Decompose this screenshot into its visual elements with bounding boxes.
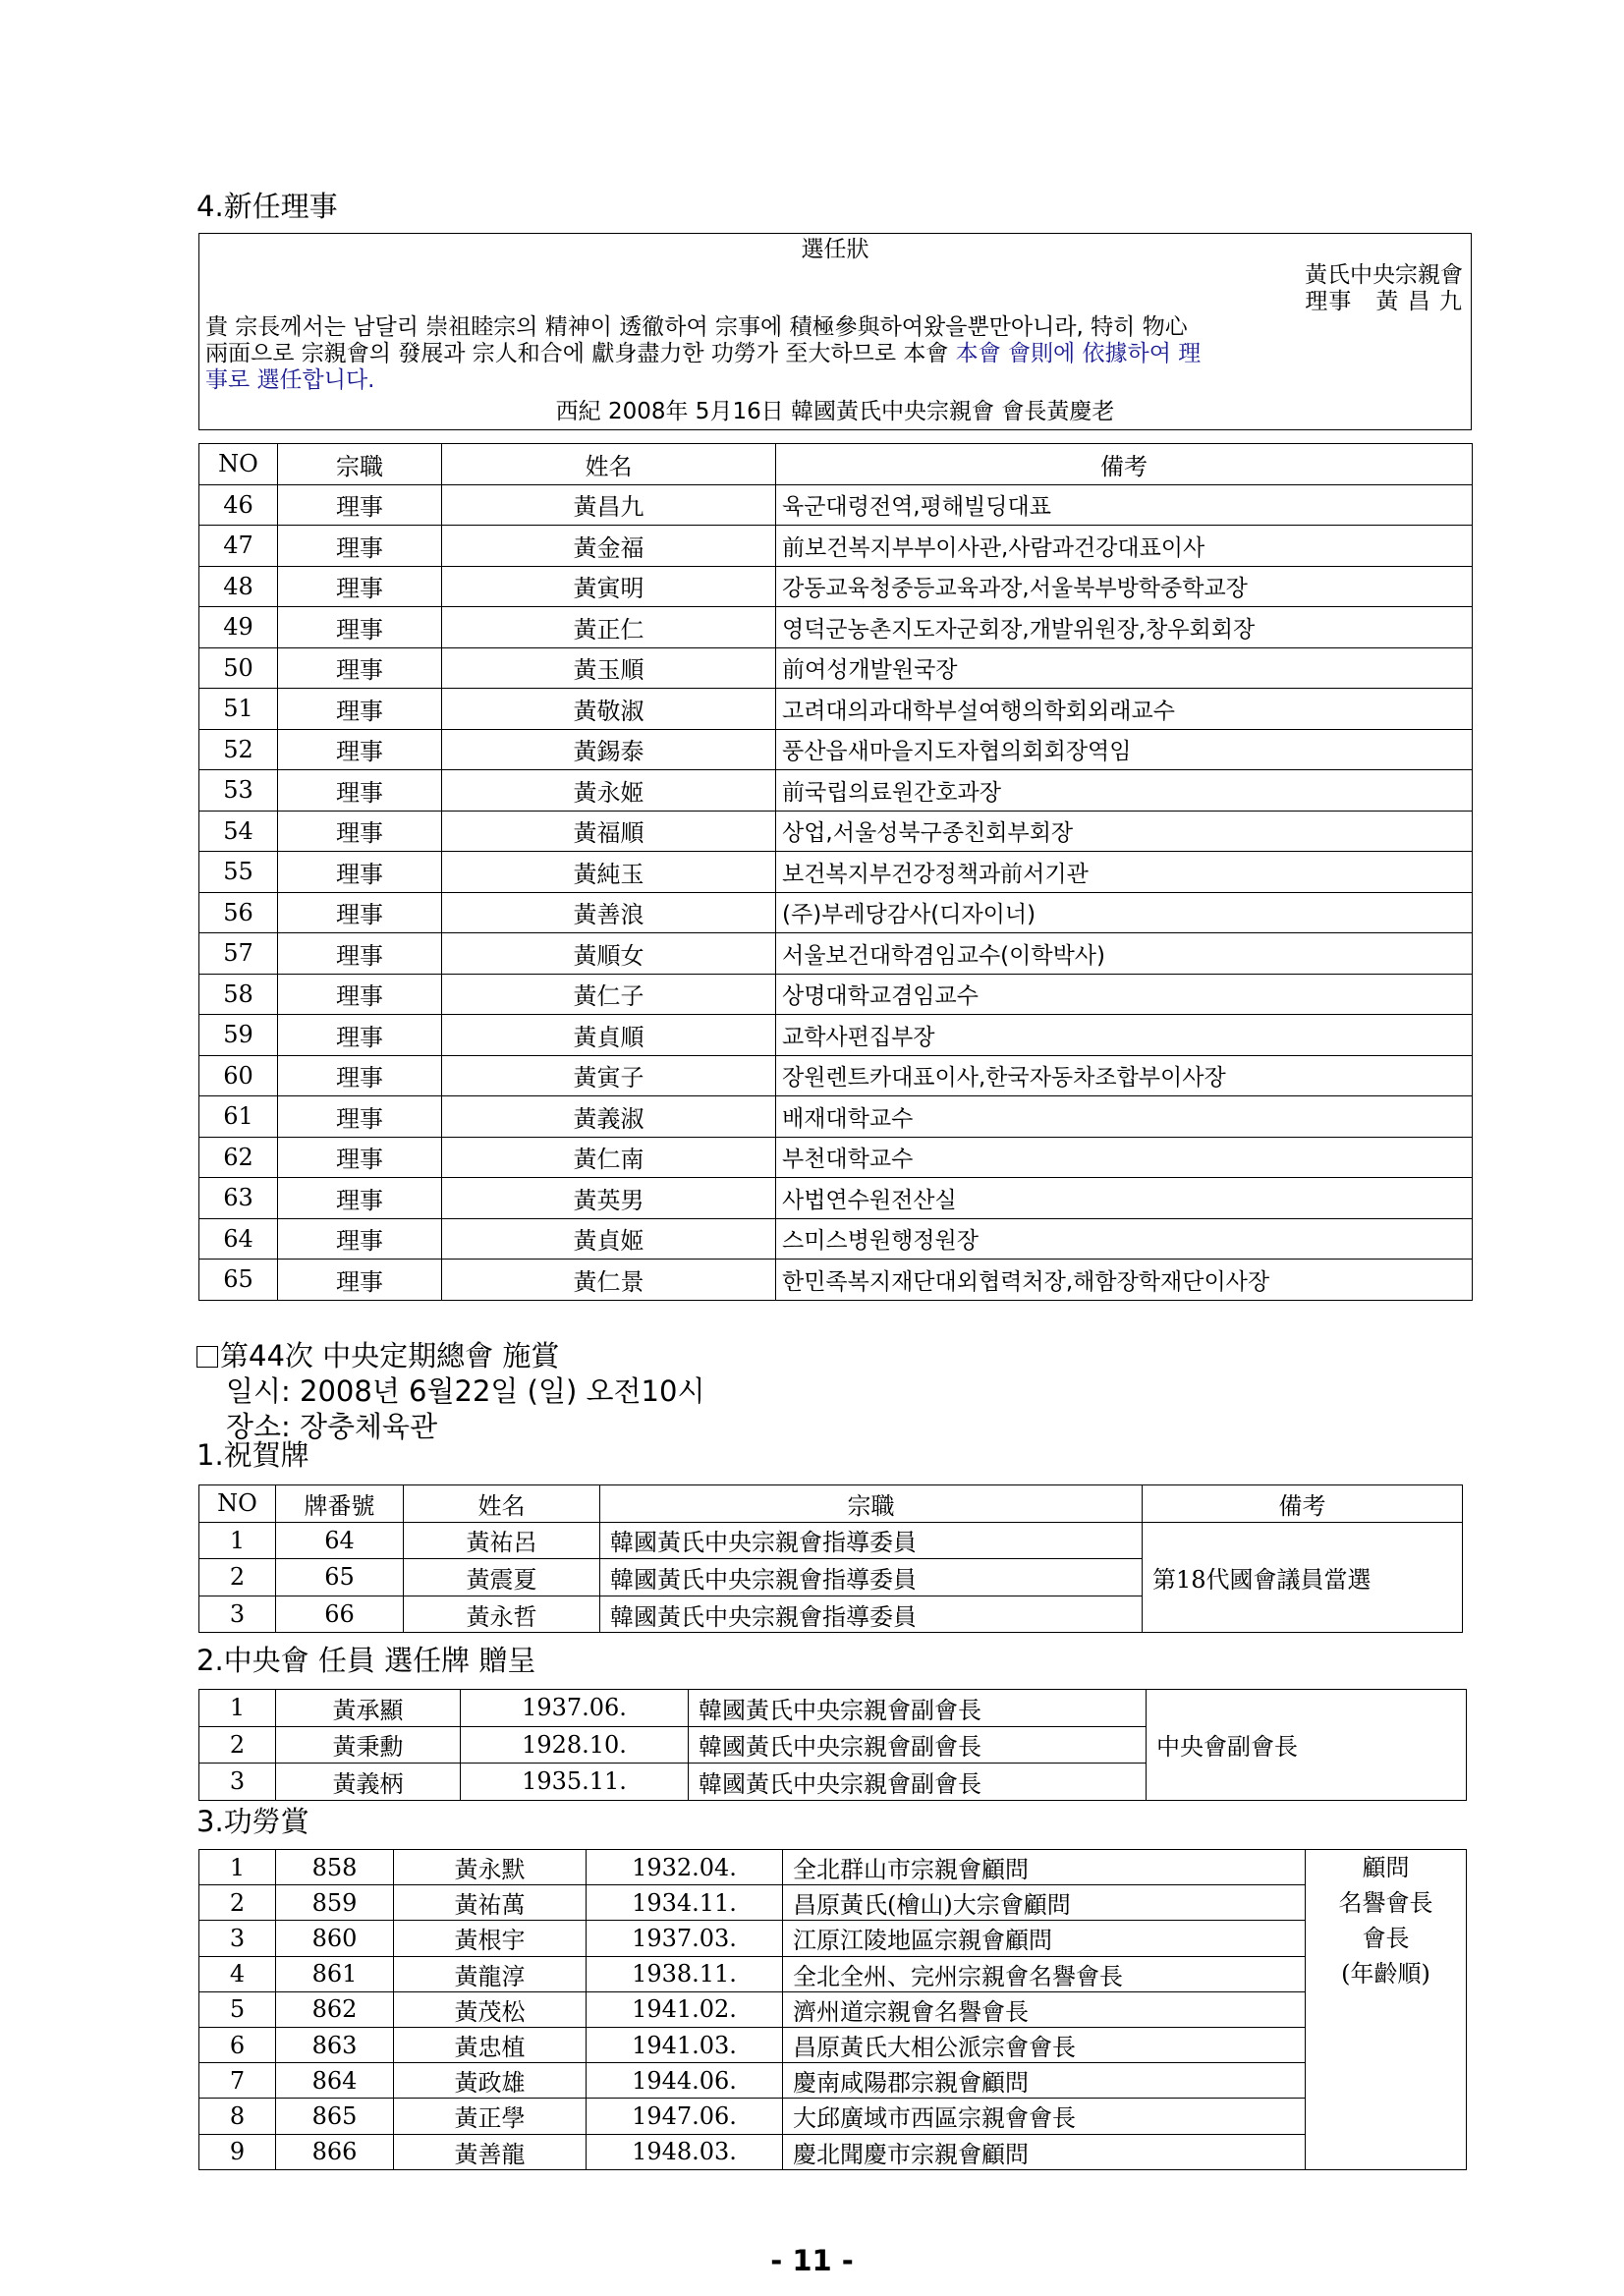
- column-header-post: 宗職: [278, 444, 442, 485]
- cell-plaque-number: 66: [276, 1596, 404, 1633]
- cell-no: 56: [199, 892, 278, 933]
- cell-post: 大邱廣域市西區宗親會會長: [783, 2099, 1306, 2134]
- cell-name: 黃根宇: [394, 1921, 587, 1956]
- cell-number: 862: [276, 1991, 394, 2027]
- cell-name: 黃敬淑: [442, 689, 776, 730]
- general-meeting-section: [196, 1338, 704, 1444]
- table-row: [199, 1218, 1473, 1260]
- cell-note: 영덕군농촌지도자군회장,개발위원장,창우회회장: [776, 607, 1473, 648]
- cell-post: 理事: [278, 1178, 442, 1219]
- certificate-body-line-1: 貴 宗長께서는 남달리 崇祖睦宗의 精神이 透徹하여 宗事에 積極參與하여왔을뿐만아니라, 特히 物心: [205, 314, 1188, 340]
- cell-no: 2: [199, 1559, 276, 1596]
- note-line: 會長: [1362, 1925, 1410, 1952]
- cell-note: [1306, 1850, 1467, 2170]
- merit-awards-table: [198, 1849, 1467, 2170]
- cell-post: 理事: [278, 1096, 442, 1138]
- cell-post: 理事: [278, 647, 442, 689]
- cell-post: 理事: [278, 1015, 442, 1056]
- checkbox-square-icon: [196, 1346, 218, 1368]
- certificate-date-line: 西紀 2008年 5月16日 韓國黃氏中央宗親會 會長黃慶老: [555, 399, 1115, 424]
- cell-post: 韓國黃氏中央宗親會副會長: [689, 1764, 1147, 1801]
- cell-post: 理事: [278, 1218, 442, 1260]
- table-row: [199, 1096, 1473, 1138]
- table-row: [199, 2027, 1467, 2062]
- section-heading-plaques: 1.祝賀牌: [196, 1438, 309, 1472]
- cell-name: 黃金福: [442, 526, 776, 567]
- cell-no: 64: [199, 1218, 278, 1260]
- cell-note: 장원렌트카대표이사,한국자동차조합부이사장: [776, 1055, 1473, 1096]
- cell-note: 서울보건대학겸임교수(이학박사): [776, 933, 1473, 975]
- cell-post: 理事: [278, 566, 442, 607]
- cell-name: 黃忠植: [394, 2027, 587, 2062]
- cell-post: 理事: [278, 933, 442, 975]
- cell-no: 7: [199, 2063, 276, 2099]
- table-row: [199, 1956, 1467, 1991]
- note-line: 顧問: [1362, 1854, 1410, 1881]
- cell-post: 全北全州、完州宗親會名譽會長: [783, 1956, 1306, 1991]
- cell-no: 51: [199, 689, 278, 730]
- cell-no: 61: [199, 1096, 278, 1138]
- cell-name: 黃善浪: [442, 892, 776, 933]
- cell-no: 47: [199, 526, 278, 567]
- cell-born: 1937.03.: [587, 1921, 783, 1956]
- certificate-person: 理事 黃 昌 九: [1305, 289, 1463, 314]
- note-line: 名譽會長: [1338, 1889, 1433, 1917]
- cell-no: 59: [199, 1015, 278, 1056]
- cell-number: 865: [276, 2099, 394, 2134]
- cell-post: 理事: [278, 974, 442, 1015]
- cell-note: 배재대학교수: [776, 1096, 1473, 1138]
- cell-post: 全北群山市宗親會顧問: [783, 1850, 1306, 1885]
- column-header-no: NO: [199, 1485, 276, 1523]
- table-row: [199, 2099, 1467, 2134]
- cell-name: 黃順女: [442, 933, 776, 975]
- cell-born: 1932.04.: [587, 1850, 783, 1885]
- certificate-title: 選任狀: [801, 237, 869, 262]
- cell-note: (주)부레당감사(디자이너): [776, 892, 1473, 933]
- cell-name: 黃貞姬: [442, 1218, 776, 1260]
- table-row: [199, 811, 1473, 852]
- cell-no: 4: [199, 1956, 276, 1991]
- table-header-row: [199, 1485, 1463, 1523]
- table-row: [199, 1178, 1473, 1219]
- cell-post: 昌原黃氏(檜山)大宗會顧問: [783, 1885, 1306, 1921]
- cell-note: 풍산읍새마을지도자협의회회장역임: [776, 729, 1473, 770]
- table-row: [199, 974, 1473, 1015]
- column-header-note: 備考: [1143, 1485, 1463, 1523]
- table-row: [199, 2063, 1467, 2099]
- cell-born: 1948.03.: [587, 2134, 783, 2169]
- cell-note: 상명대학교겸임교수: [776, 974, 1473, 1015]
- cell-born: 1935.11.: [461, 1764, 689, 1801]
- cell-note: 中央會副會長: [1147, 1690, 1467, 1801]
- cell-post: 韓國黃氏中央宗親會指導委員: [600, 1559, 1143, 1596]
- cell-name: 黃貞順: [442, 1015, 776, 1056]
- cell-note: 부천대학교수: [776, 1137, 1473, 1178]
- cell-post: 理事: [278, 1260, 442, 1301]
- cell-no: 9: [199, 2134, 276, 2169]
- column-header-name: 姓名: [404, 1485, 600, 1523]
- certificate-body-line-2: [205, 341, 1463, 367]
- cell-note: 한민족복지재단대외협력처장,해함장학재단이사장: [776, 1260, 1473, 1301]
- cell-note: 고려대의과대학부설여행의학회외래교수: [776, 689, 1473, 730]
- cell-post: 理事: [278, 811, 442, 852]
- table-row: [199, 770, 1473, 812]
- cell-no: 62: [199, 1137, 278, 1178]
- table-row: [199, 1522, 1463, 1559]
- cell-post: 理事: [278, 1137, 442, 1178]
- table-row: [199, 1015, 1473, 1056]
- table-row: [199, 2134, 1467, 2169]
- table-row: [199, 892, 1473, 933]
- cell-name: 黃義淑: [442, 1096, 776, 1138]
- cell-name: 黃昌九: [442, 484, 776, 526]
- cell-name: 黃福順: [442, 811, 776, 852]
- cell-name: 黃仁子: [442, 974, 776, 1015]
- general-meeting-place: 장소: 장충체육관: [226, 1410, 438, 1443]
- cell-no: 2: [199, 1885, 276, 1921]
- cell-name: 黃寅明: [442, 566, 776, 607]
- cell-no: 2: [199, 1726, 276, 1764]
- cell-name: 黃秉勳: [276, 1726, 461, 1764]
- column-header-name: 姓名: [442, 444, 776, 485]
- table-row: [199, 1260, 1473, 1301]
- general-meeting-datetime: 일시: 2008년 6월22일 (일) 오전10시: [226, 1374, 705, 1408]
- table-row: [199, 689, 1473, 730]
- cell-name: 黃錫泰: [442, 729, 776, 770]
- table-row: [199, 933, 1473, 975]
- cell-name: 黃仁景: [442, 1260, 776, 1301]
- cell-post: 理事: [278, 852, 442, 893]
- cell-note: 前국립의료원간호과장: [776, 770, 1473, 812]
- cell-no: 65: [199, 1260, 278, 1301]
- cell-name: 黃正仁: [442, 607, 776, 648]
- certificate-org: 黃氏中央宗親會: [1305, 262, 1463, 288]
- cell-born: 1928.10.: [461, 1726, 689, 1764]
- certificate-body-line-3: 事로 選任합니다.: [205, 367, 375, 393]
- table-row: [199, 1921, 1467, 1956]
- table-row: [199, 1991, 1467, 2027]
- officers-table: [198, 1689, 1467, 1801]
- cell-name: 黃英男: [442, 1178, 776, 1219]
- cell-note: 육군대령전역,평해빌딩대표: [776, 484, 1473, 526]
- cell-name: 黃善龍: [394, 2134, 587, 2169]
- cell-post: 慶北聞慶市宗親會顧問: [783, 2134, 1306, 2169]
- cell-born: 1937.06.: [461, 1690, 689, 1727]
- cell-post: 理事: [278, 770, 442, 812]
- cell-name: 黃祐呂: [404, 1522, 600, 1559]
- note-line: (年齡順): [1341, 1960, 1430, 1988]
- column-header-no: NO: [199, 444, 278, 485]
- cell-name: 黃仁南: [442, 1137, 776, 1178]
- cell-name: 黃茂松: [394, 1991, 587, 2027]
- cell-no: 55: [199, 852, 278, 893]
- column-header-note: 備考: [776, 444, 1473, 485]
- cell-post: 濟州道宗親會名譽會長: [783, 1991, 1306, 2027]
- cell-no: 3: [199, 1764, 276, 1801]
- cell-number: 866: [276, 2134, 394, 2169]
- section-heading-new-directors: 4.新任理事: [196, 190, 338, 223]
- table-row: [199, 1055, 1473, 1096]
- cell-number: 861: [276, 1956, 394, 1991]
- cell-post: 理事: [278, 892, 442, 933]
- cell-name: 黃寅子: [442, 1055, 776, 1096]
- cell-no: 3: [199, 1596, 276, 1633]
- cell-no: 6: [199, 2027, 276, 2062]
- cell-post: 慶南咸陽郡宗親會顧問: [783, 2063, 1306, 2099]
- table-header-row: [199, 444, 1473, 485]
- cell-no: 53: [199, 770, 278, 812]
- column-header-plaque-number: 牌番號: [276, 1485, 404, 1523]
- cell-no: 1: [199, 1522, 276, 1559]
- certificate-body-line-2a: 兩面으로 宗親會의 發展과 宗人和合에 獻身盡力한 功勞가 至大하므로 本會: [205, 341, 956, 366]
- cell-no: 52: [199, 729, 278, 770]
- cell-number: 860: [276, 1921, 394, 1956]
- cell-no: 8: [199, 2099, 276, 2134]
- general-meeting-title: 第44次 中央定期總會 施賞: [220, 1339, 560, 1372]
- cell-post: 理事: [278, 607, 442, 648]
- cell-name: 黃震夏: [404, 1559, 600, 1596]
- table-row: [199, 1850, 1467, 1885]
- table-row: [199, 647, 1473, 689]
- cell-no: 50: [199, 647, 278, 689]
- table-row: [199, 484, 1473, 526]
- cell-name: 黃義柄: [276, 1764, 461, 1801]
- table-row: [199, 729, 1473, 770]
- cell-no: 60: [199, 1055, 278, 1096]
- cell-no: 5: [199, 1991, 276, 2027]
- cell-post: 理事: [278, 484, 442, 526]
- cell-no: 49: [199, 607, 278, 648]
- table-row: [199, 1885, 1467, 1921]
- table-row: [199, 1137, 1473, 1178]
- cell-no: 1: [199, 1690, 276, 1727]
- table-row: [199, 852, 1473, 893]
- cell-number: 858: [276, 1850, 394, 1885]
- cell-name: 黃永哲: [404, 1596, 600, 1633]
- cell-post: 理事: [278, 1055, 442, 1096]
- cell-note: 前여성개발원국장: [776, 647, 1473, 689]
- general-meeting-title-line: [196, 1338, 704, 1373]
- cell-note: 교학사편집부장: [776, 1015, 1473, 1056]
- cell-post: 昌原黃氏大相公派宗會會長: [783, 2027, 1306, 2062]
- cell-note: 第18代國會議員當選: [1143, 1522, 1463, 1633]
- cell-plaque-number: 65: [276, 1559, 404, 1596]
- table-row: [199, 607, 1473, 648]
- section-heading-merit: 3.功勞賞: [196, 1805, 309, 1838]
- cell-born: 1941.02.: [587, 1991, 783, 2027]
- cell-note: 강동교육청중등교육과장,서울북부방학중학교장: [776, 566, 1473, 607]
- cell-note: 상업,서울성북구종친회부회장: [776, 811, 1473, 852]
- cell-name: 黃政雄: [394, 2063, 587, 2099]
- cell-no: 63: [199, 1178, 278, 1219]
- cell-number: 864: [276, 2063, 394, 2099]
- cell-plaque-number: 64: [276, 1522, 404, 1559]
- cell-born: 1947.06.: [587, 2099, 783, 2134]
- cell-name: 黃永默: [394, 1850, 587, 1885]
- cell-name: 黃正學: [394, 2099, 587, 2134]
- cell-post: 江原江陵地區宗親會顧問: [783, 1921, 1306, 1956]
- cell-post: 理事: [278, 689, 442, 730]
- column-header-post: 宗職: [600, 1485, 1143, 1523]
- cell-post: 韓國黃氏中央宗親會指導委員: [600, 1522, 1143, 1559]
- cell-name: 黃純玉: [442, 852, 776, 893]
- section-heading-officers: 2.中央會 任員 選任牌 贈呈: [196, 1644, 536, 1677]
- cell-no: 57: [199, 933, 278, 975]
- cell-born: 1944.06.: [587, 2063, 783, 2099]
- cell-note: 보건복지부건강정책과前서기관: [776, 852, 1473, 893]
- cell-name: 黃玉順: [442, 647, 776, 689]
- cell-name: 黃永姬: [442, 770, 776, 812]
- directors-table: [198, 443, 1473, 1301]
- cell-note: 사법연수원전산실: [776, 1178, 1473, 1219]
- cell-name: 黃祐萬: [394, 1885, 587, 1921]
- cell-born: 1938.11.: [587, 1956, 783, 1991]
- cell-post: 韓國黃氏中央宗親會副會長: [689, 1690, 1147, 1727]
- cell-no: 58: [199, 974, 278, 1015]
- cell-number: 859: [276, 1885, 394, 1921]
- table-row: [199, 566, 1473, 607]
- cell-number: 863: [276, 2027, 394, 2062]
- cell-note: 前보건복지부부이사관,사람과건강대표이사: [776, 526, 1473, 567]
- cell-name: 黃承顯: [276, 1690, 461, 1727]
- table-row: [199, 526, 1473, 567]
- cell-no: 1: [199, 1850, 276, 1885]
- plaques-table: [198, 1484, 1463, 1633]
- cell-no: 3: [199, 1921, 276, 1956]
- cell-no: 54: [199, 811, 278, 852]
- table-row: [199, 1690, 1467, 1727]
- page-number: - 11 -: [770, 2244, 854, 2277]
- certificate-body-line-2b: 本會 會則에 依據하여 理: [955, 341, 1202, 366]
- cell-name: 黃龍淳: [394, 1956, 587, 1991]
- appointment-certificate: [198, 233, 1472, 430]
- cell-post: 理事: [278, 526, 442, 567]
- cell-note: 스미스병원행정원장: [776, 1218, 1473, 1260]
- cell-no: 48: [199, 566, 278, 607]
- cell-post: 理事: [278, 729, 442, 770]
- cell-post: 韓國黃氏中央宗親會副會長: [689, 1726, 1147, 1764]
- cell-no: 46: [199, 484, 278, 526]
- cell-born: 1934.11.: [587, 1885, 783, 1921]
- cell-born: 1941.03.: [587, 2027, 783, 2062]
- cell-post: 韓國黃氏中央宗親會指導委員: [600, 1596, 1143, 1633]
